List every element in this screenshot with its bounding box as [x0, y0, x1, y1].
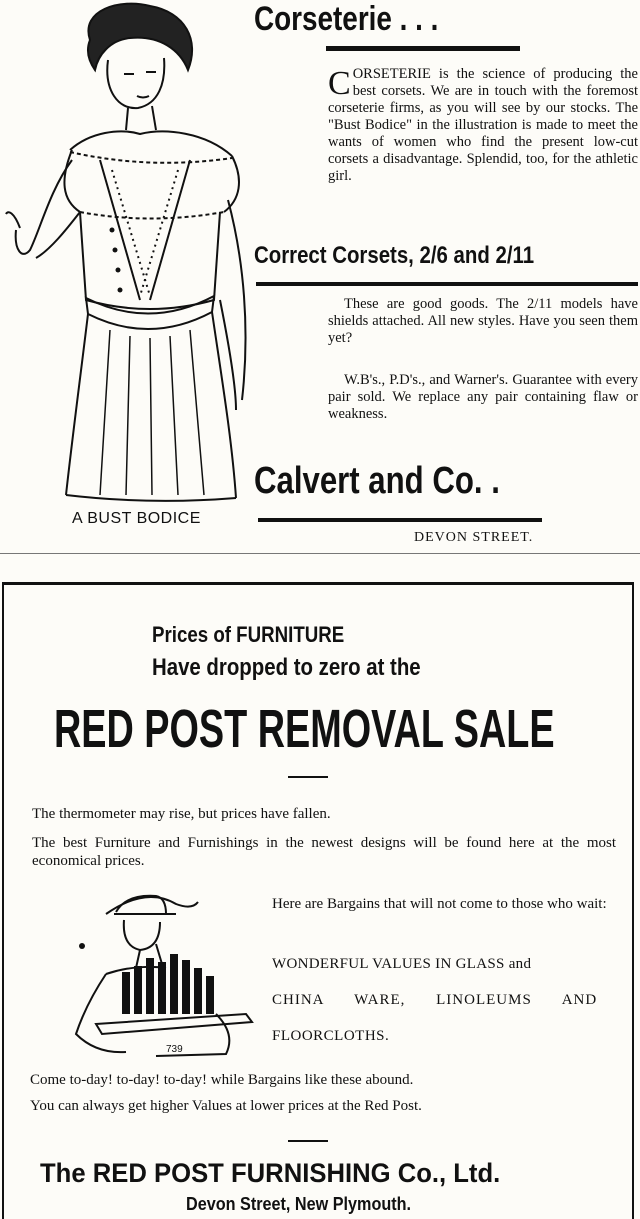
intro-text: ORSETERIE is the science of producing the best corsets. We are in touch with the foremost corseterie firms, as you will see by our stocks. The "Bust Bodice" in the illustration is made to meet the wants of women who find the present low-cut corsets a disadvantage. Splendid, too, for the athletic girl. [328, 66, 638, 184]
best-furniture-text: The best Furniture and Furnishings in the newest designs will be found here at the most economical prices. [32, 835, 616, 869]
bargain-line-2: CHINA WARE, LINOLEUMS AND [272, 992, 598, 1008]
dropped-line: Have dropped to zero at the [152, 654, 421, 681]
thermometer-text: The thermometer may rise, but prices have fallen. [32, 806, 331, 822]
red-post-address: Devon Street, New Plymouth. [186, 1194, 412, 1214]
red-post-company: The RED POST FURNISHING Co., Ltd. [40, 1158, 501, 1188]
company-rule [258, 518, 542, 522]
sale-headline: RED POST REMOVAL SALE [54, 699, 555, 759]
section-divider [0, 553, 640, 554]
calvert-company-name: Calvert and Co. . [254, 460, 500, 502]
corsets-para2: W.B's., P.D's., and Warner's. Guarantee with every pair sold. We replace any pair containing flaw or weakness. [328, 372, 638, 422]
come-today-text: Come to-day! to-day! to-day! while Bargains like these abound. [30, 1072, 414, 1088]
bargain-line-1: WONDERFUL VALUES IN GLASS and [272, 956, 532, 972]
bust-bodice-illustration [0, 0, 250, 510]
illustration-number: 739 [166, 1044, 183, 1055]
subheading-rule [256, 282, 638, 286]
calvert-address: DEVON STREET. [414, 530, 534, 545]
waiter-illustration [66, 884, 266, 1064]
corsets-para1: These are good goods. The 2/11 models have shields attached. All new styles. Have you seen them yet? [328, 296, 638, 346]
correct-corsets-subheading: Correct Corsets, 2/6 and 2/11 [254, 242, 535, 269]
illustration-caption: A BUST BODICE [72, 510, 201, 527]
bargains-intro: Here are Bargains that will not come to those who wait: [272, 896, 607, 912]
heading-rule [326, 46, 520, 51]
headline-rule [288, 776, 328, 778]
prices-line: Prices of FURNITURE [152, 622, 345, 647]
footer-rule [288, 1140, 328, 1142]
corseterie-ad [0, 0, 640, 560]
intro-dropcap: C [328, 65, 351, 102]
always-text: You can always get higher Values at lower prices at the Red Post. [30, 1098, 422, 1114]
corseterie-heading: Corseterie . . . [254, 0, 439, 38]
corseterie-intro [328, 66, 638, 185]
bargain-line-3: FLOORCLOTHS. [272, 1028, 390, 1044]
